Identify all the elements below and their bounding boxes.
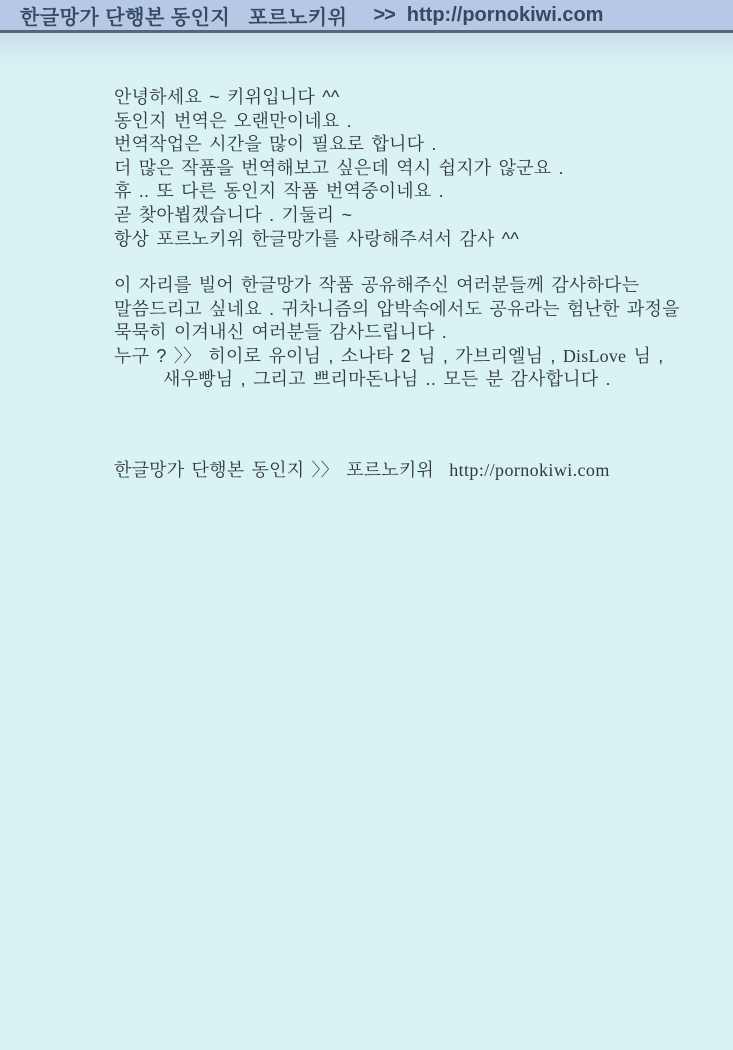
thanks-paragraph — [114, 274, 680, 392]
header-site-url: http://pornokiwi.com — [406, 3, 604, 26]
footer-site-url: http://pornokiwi.com — [449, 460, 610, 480]
thanks-names-line-2: 새우빵님 , 그리고 쁘리마돈나님 .. 모든 분 감사합니다 . — [163, 369, 611, 390]
greeting-line: 곧 찾아뵙겠습니다 . 기둘리 ~ — [114, 204, 353, 225]
footer-credit-line — [114, 459, 610, 483]
greeting-line: 항상 포르노키위 한글망가를 사랑해주셔서 감사 ^^ — [114, 228, 520, 249]
thanks-names-suffix: 님 , — [633, 345, 664, 366]
greeting-line: 더 많은 작품을 번역해보고 싶은데 역시 쉽지가 않군요 . — [114, 157, 564, 178]
thanks-names-prefix: 누구 ? 〉〉 히이로 유이님 , 소나타 2 님 , 가브리엘님 , — [114, 345, 563, 366]
header-title: 한글망가 단행본 동인지 — [20, 6, 231, 29]
greeting-line: 동인지 번역은 오랜만이네요 . — [114, 110, 352, 131]
thanks-line: 묵묵히 이겨내신 여러분들 감사드립니다 . — [114, 322, 447, 343]
greeting-line: 안녕하세요 ~ 키위입니다 ^^ — [114, 87, 340, 107]
site-header-banner — [0, 0, 733, 33]
header-shadow-fade — [0, 33, 733, 73]
header-arrows: >> — [373, 3, 395, 26]
greeting-line: 휴 .. 또 다른 동인지 작품 번역중이네요 . — [114, 181, 444, 202]
thanks-line: 이 자리를 빌어 한글망가 작품 공유해주신 여러분들께 감사하다는 — [114, 275, 640, 295]
thanks-names-line — [114, 345, 680, 369]
thanks-latin-name: DisLove — [562, 345, 627, 366]
footer-korean-text: 한글망가 단행본 동인지 〉〉 포르노키위 — [114, 460, 435, 480]
greeting-paragraph — [114, 86, 564, 251]
header-site-name: 포르노키위 — [248, 6, 348, 29]
greeting-line: 번역작업은 시간을 많이 필요로 합니다 . — [114, 134, 437, 155]
thanks-line: 말씀드리고 싶네요 . 귀차니즘의 압박속에서도 공유라는 험난한 과정을 — [114, 298, 680, 319]
